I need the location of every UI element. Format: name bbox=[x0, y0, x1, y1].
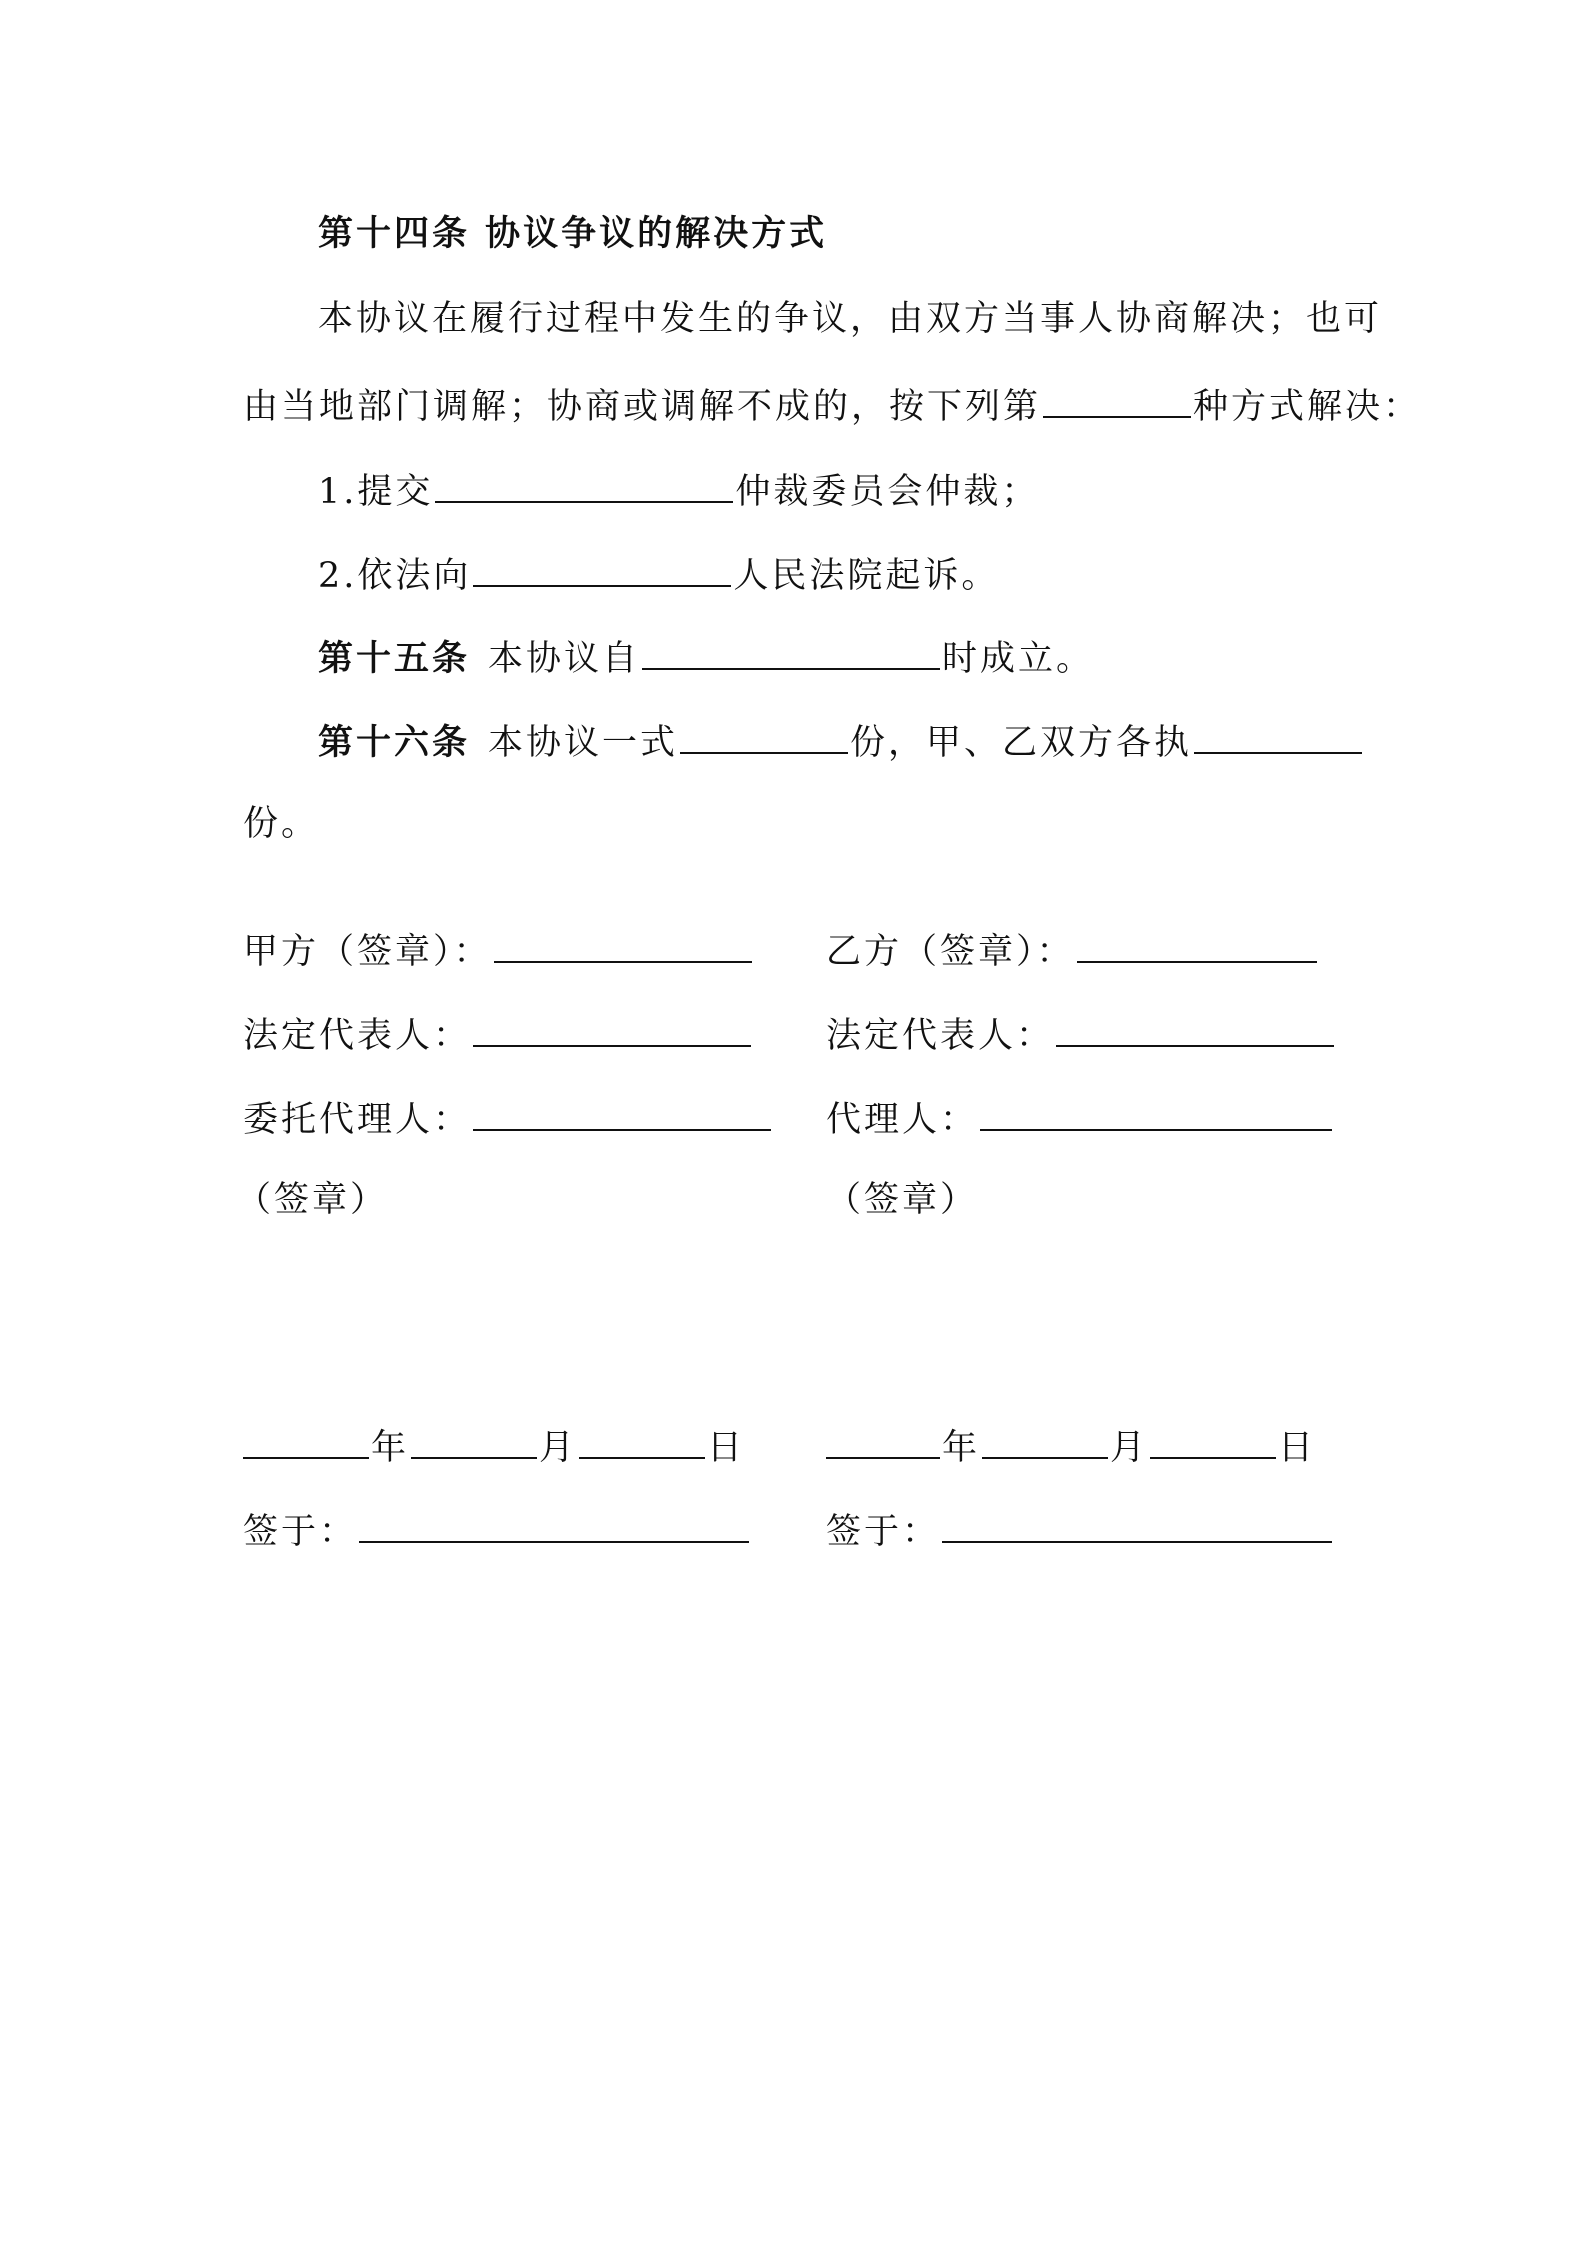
party-a-date-row bbox=[243, 1423, 745, 1470]
option-1-label: 1.提交 bbox=[318, 472, 434, 512]
option-2-label: 2.依法向 bbox=[318, 556, 472, 596]
party-b-day-blank[interactable] bbox=[1150, 1423, 1276, 1459]
party-a-seal-row bbox=[236, 1178, 388, 1222]
month-label: 月 bbox=[539, 1428, 578, 1468]
party-a-legal-rep-row bbox=[243, 1011, 753, 1058]
party-a-seal-label: （签章） bbox=[236, 1180, 389, 1220]
party-b-legal-rep-blank[interactable] bbox=[1056, 1011, 1334, 1047]
party-b-date-row bbox=[826, 1423, 1316, 1470]
article-14-text: 本协议在履行过程中发生的争议，由双方当事人协商解决；也可 bbox=[318, 299, 1383, 339]
party-b-seal-label: （签章） bbox=[826, 1180, 979, 1220]
day-label: 日 bbox=[1278, 1428, 1317, 1468]
article-16-line-2 bbox=[243, 802, 319, 846]
article-14-heading bbox=[318, 212, 827, 256]
article-15 bbox=[318, 634, 1094, 681]
party-b-legal-rep-label: 法定代表人： bbox=[826, 1016, 1055, 1056]
article-14-text: 由当地部门调解；协商或调解不成的，按下列第 bbox=[243, 387, 1042, 427]
copies-total-blank[interactable] bbox=[680, 718, 848, 754]
party-a-label: 甲方（签章）： bbox=[243, 932, 492, 972]
article-14-paragraph-line-2 bbox=[243, 382, 1421, 429]
party-b-month-blank[interactable] bbox=[982, 1423, 1108, 1459]
method-number-blank[interactable] bbox=[1043, 382, 1191, 418]
article-14-text: 种方式解决： bbox=[1193, 387, 1422, 427]
option-2-text: 人民法院起诉。 bbox=[733, 556, 1000, 596]
article-16-label: 第十六条 bbox=[318, 722, 471, 763]
arbitration-commission-blank[interactable] bbox=[435, 467, 733, 503]
option-2-court bbox=[318, 551, 999, 598]
party-b-agent-row bbox=[826, 1095, 1334, 1142]
party-b-signed-at-blank[interactable] bbox=[942, 1507, 1332, 1543]
party-a-legal-rep-label: 法定代表人： bbox=[243, 1016, 472, 1056]
article-16-text-mid: 份，甲、乙双方各执 bbox=[850, 723, 1193, 763]
party-a-year-blank[interactable] bbox=[243, 1423, 369, 1459]
party-b-agent-label: 代理人： bbox=[826, 1100, 979, 1140]
effective-date-blank[interactable] bbox=[642, 634, 940, 670]
article-16-line-1 bbox=[318, 718, 1364, 765]
party-b-signed-at-label: 签于： bbox=[826, 1512, 941, 1552]
option-1-arbitration bbox=[318, 467, 1039, 514]
party-b-year-blank[interactable] bbox=[826, 1423, 940, 1459]
party-a-agent-row bbox=[243, 1095, 773, 1142]
party-b-legal-rep-row bbox=[826, 1011, 1336, 1058]
copies-each-blank[interactable] bbox=[1194, 718, 1362, 754]
party-a-signed-at-label: 签于： bbox=[243, 1512, 358, 1552]
party-a-legal-rep-blank[interactable] bbox=[473, 1011, 751, 1047]
year-label: 年 bbox=[942, 1428, 981, 1468]
article-14-paragraph-line-1 bbox=[318, 297, 1382, 341]
option-1-text: 仲裁委员会仲裁； bbox=[735, 472, 1040, 512]
month-label: 月 bbox=[1110, 1428, 1149, 1468]
party-a-signature-blank[interactable] bbox=[494, 927, 752, 963]
day-label: 日 bbox=[707, 1428, 746, 1468]
court-name-blank[interactable] bbox=[473, 551, 731, 587]
article-16-text-end: 份。 bbox=[243, 804, 320, 844]
article-14-heading-text: 第十四条 协议争议的解决方式 bbox=[318, 213, 828, 254]
party-b-signature-row bbox=[826, 927, 1319, 974]
party-a-month-blank[interactable] bbox=[411, 1423, 537, 1459]
party-b-signed-at-row bbox=[826, 1507, 1334, 1554]
party-a-day-blank[interactable] bbox=[579, 1423, 705, 1459]
party-b-agent-blank[interactable] bbox=[980, 1095, 1332, 1131]
party-a-signed-at-row bbox=[243, 1507, 751, 1554]
article-15-label: 第十五条 bbox=[318, 638, 471, 679]
article-16-text: 本协议一式 bbox=[488, 723, 679, 763]
party-b-signature-blank[interactable] bbox=[1077, 927, 1317, 963]
party-b-seal-row bbox=[826, 1178, 978, 1222]
party-a-signed-at-blank[interactable] bbox=[359, 1507, 749, 1543]
party-a-agent-label: 委托代理人： bbox=[243, 1100, 472, 1140]
year-label: 年 bbox=[371, 1428, 410, 1468]
article-15-text-end: 时成立。 bbox=[942, 639, 1095, 679]
party-a-agent-blank[interactable] bbox=[473, 1095, 771, 1131]
party-b-label: 乙方（签章）： bbox=[826, 932, 1075, 972]
party-a-signature-row bbox=[243, 927, 754, 974]
article-15-text: 本协议自 bbox=[488, 639, 641, 679]
